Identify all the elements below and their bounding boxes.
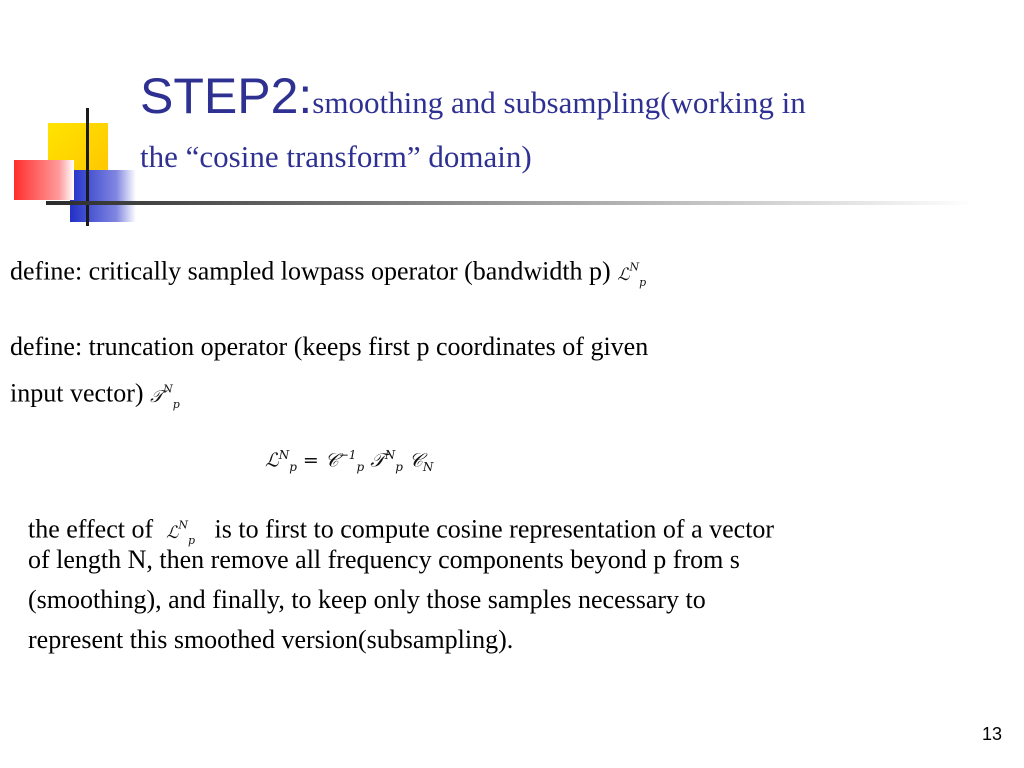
title-sub-line2: the “cosine transform” domain): [140, 139, 532, 174]
effect-prefix: the effect of: [28, 514, 154, 544]
decor-red-square: [14, 160, 74, 200]
effect-operator-symbol: ℒ$^N_p$: [166, 518, 196, 547]
slide-title: [140, 68, 1000, 187]
effect-text-line1: is to first to compute cosine representation of a vector: [214, 514, 775, 544]
definition-lowpass-text: define: critically sampled lowpass operator (bandwidth p): [10, 256, 611, 286]
definition-truncation-text-line2: input vector): [10, 378, 144, 408]
definition-truncation-line1: [10, 327, 648, 367]
effect-text-line2: of length N, then remove all frequency components beyond p from s: [28, 545, 740, 574]
effect-line3: [28, 580, 706, 620]
decor-vertical-line: [86, 108, 89, 226]
title-underline: [46, 201, 976, 205]
definition-lowpass: [10, 247, 646, 303]
truncation-operator-symbol: 𝒯$^N_p$: [150, 382, 180, 411]
lowpass-operator-symbol: ℒ$^N_p$: [617, 260, 647, 289]
title-main: STEP2:: [140, 68, 313, 124]
effect-text-line4: represent this smoothed version(subsampling).: [28, 625, 514, 654]
page-number: 13: [981, 724, 1002, 744]
definition-truncation-text-line1: define: truncation operator (keeps first p coordinates of given: [10, 332, 649, 361]
effect-text-line3: (smoothing), and finally, to keep only those samples necessary to: [28, 585, 706, 614]
effect-line4: [28, 620, 513, 660]
effect-line2: [28, 540, 740, 580]
definition-truncation-line2: [10, 369, 180, 425]
title-sub-line1: smoothing and subsampling(working in: [312, 85, 806, 120]
decor-blue-square: [70, 170, 136, 222]
operator-equation: ℒ$^N_p$ = 𝒞$^{-1}_p$ 𝒯$^N_p$ 𝒞$_N$: [265, 448, 434, 475]
